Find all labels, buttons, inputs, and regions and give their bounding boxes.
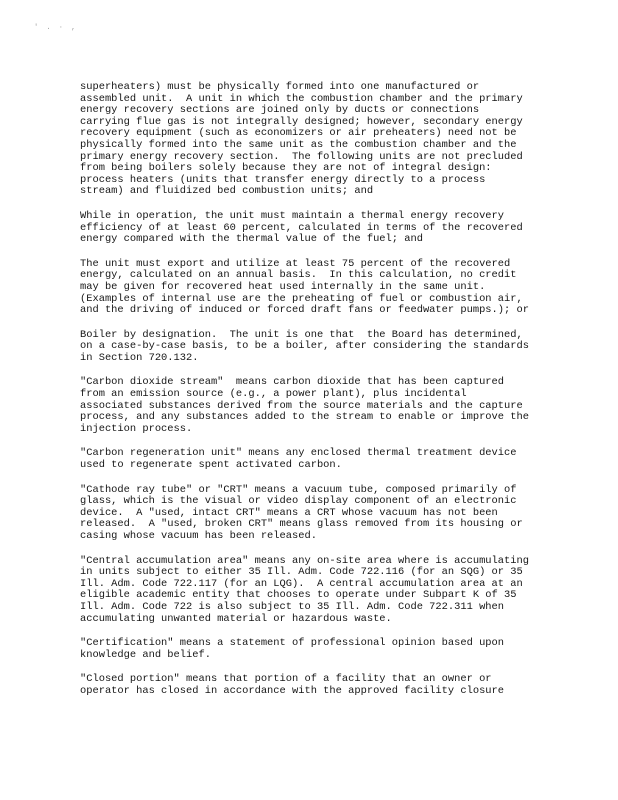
text-line: used to regenerate spent activated carbon. [80,459,342,472]
document-body [80,82,550,711]
text-line: "Central accumulation area" means any on-site area where is accumulating [80,554,529,567]
paragraph-boiler-continued [80,82,550,198]
paragraph-efficiency [80,211,550,246]
text-line: Boiler by designation. The unit is one that the Board has determined, [80,328,523,341]
text-line: from an emission source (e.g., a power plant), plus incidental [80,388,467,401]
text-line: carrying flue gas is not integrally designed; however, secondary energy [80,115,523,128]
text-line: injection process. [80,422,193,435]
paragraph-certification [80,638,550,661]
text-line: process, and any substances added to the stream to enable or improve the [80,411,529,424]
text-line: The unit must export and utilize at least 75 percent of the recovered [80,257,511,270]
text-line: superheaters) must be physically formed into one manufactured or [80,81,480,93]
text-line: stream) and fluidized bed combustion units; and [80,185,374,198]
text-line: (Examples of internal use are the preheating of fuel or combustion air, [80,292,523,305]
page-corner-mark: ' . · , [34,24,78,32]
text-line: and the driving of induced or forced draft fans or feedwater pumps.); or [80,304,529,317]
text-line: device. A "used, intact CRT" means a CRT whose vacuum has not been [80,506,498,519]
paragraph-boiler-by-designation [80,330,550,365]
text-line: assembled unit. A unit in which the combustion chamber and the primary [80,92,523,105]
paragraph-export-utilize [80,259,550,317]
text-line: energy recovery sections are joined only by ducts or connections [80,104,480,117]
text-line: in units subject to either 35 Ill. Adm. Code 722.116 (for an SQG) or 35 [80,566,523,579]
text-line: While in operation, the unit must maintain a thermal energy recovery [80,209,505,222]
text-line: Ill. Adm. Code 722 is also subject to 35 Ill. Adm. Code 722.311 when [80,600,505,613]
text-line: primary energy recovery section. The following units are not precluded [80,150,523,163]
text-line: "Carbon regeneration unit" means any enclosed thermal treatment device [80,447,517,460]
text-line: recovery equipment (such as economizers or air preheaters) need not be [80,127,517,140]
text-line: "Cathode ray tube" or "CRT" means a vacuum tube, composed primarily of [80,483,517,496]
text-line: eligible academic entity that chooses to operate under Subpart K of 35 [80,589,517,602]
text-line: process heaters (units that transfer energy directly to a process [80,173,486,186]
text-line: energy, calculated on an annual basis. In this calculation, no credit [80,269,517,282]
paragraph-carbon-regeneration-unit [80,448,550,471]
paragraph-cathode-ray-tube [80,485,550,543]
text-line: operator has closed in accordance with the approved facility closure [80,684,505,697]
text-line: "Carbon dioxide stream" means carbon dioxide that has been captured [80,376,505,389]
text-line: in Section 720.132. [80,351,199,364]
paragraph-central-accumulation-area [80,556,550,626]
text-line: casing whose vacuum has been released. [80,530,317,542]
text-line: "Closed portion" means that portion of a facility that an owner or [80,673,492,686]
text-line: associated substances derived from the source materials and the capture [80,399,523,412]
text-line: "Certification" means a statement of professional opinion based upon [80,637,505,650]
paragraph-carbon-dioxide-stream [80,377,550,435]
text-line: Ill. Adm. Code 722.117 (for an LQG). A central accumulation area at an [80,577,523,590]
text-line: on a case-by-case basis, to be a boiler, after considering the standards [80,340,529,353]
text-line: accumulating unwanted material or hazardous waste. [80,612,392,625]
text-line: released. A "used, broken CRT" means glass removed from its housing or [80,518,523,531]
text-line: efficiency of at least 60 percent, calculated in terms of the recovered [80,221,523,234]
text-line: physically formed into the same unit as the combustion chamber and the [80,138,517,151]
text-line: from being boilers solely because they are not of integral design: [80,162,492,175]
text-line: energy compared with the thermal value of the fuel; and [80,233,423,246]
paragraph-closed-portion [80,674,550,697]
text-line: glass, which is the visual or video display component of an electronic [80,495,517,508]
text-line: may be given for recovered heat used internally in the same unit. [80,280,486,293]
text-line: knowledge and belief. [80,648,211,661]
